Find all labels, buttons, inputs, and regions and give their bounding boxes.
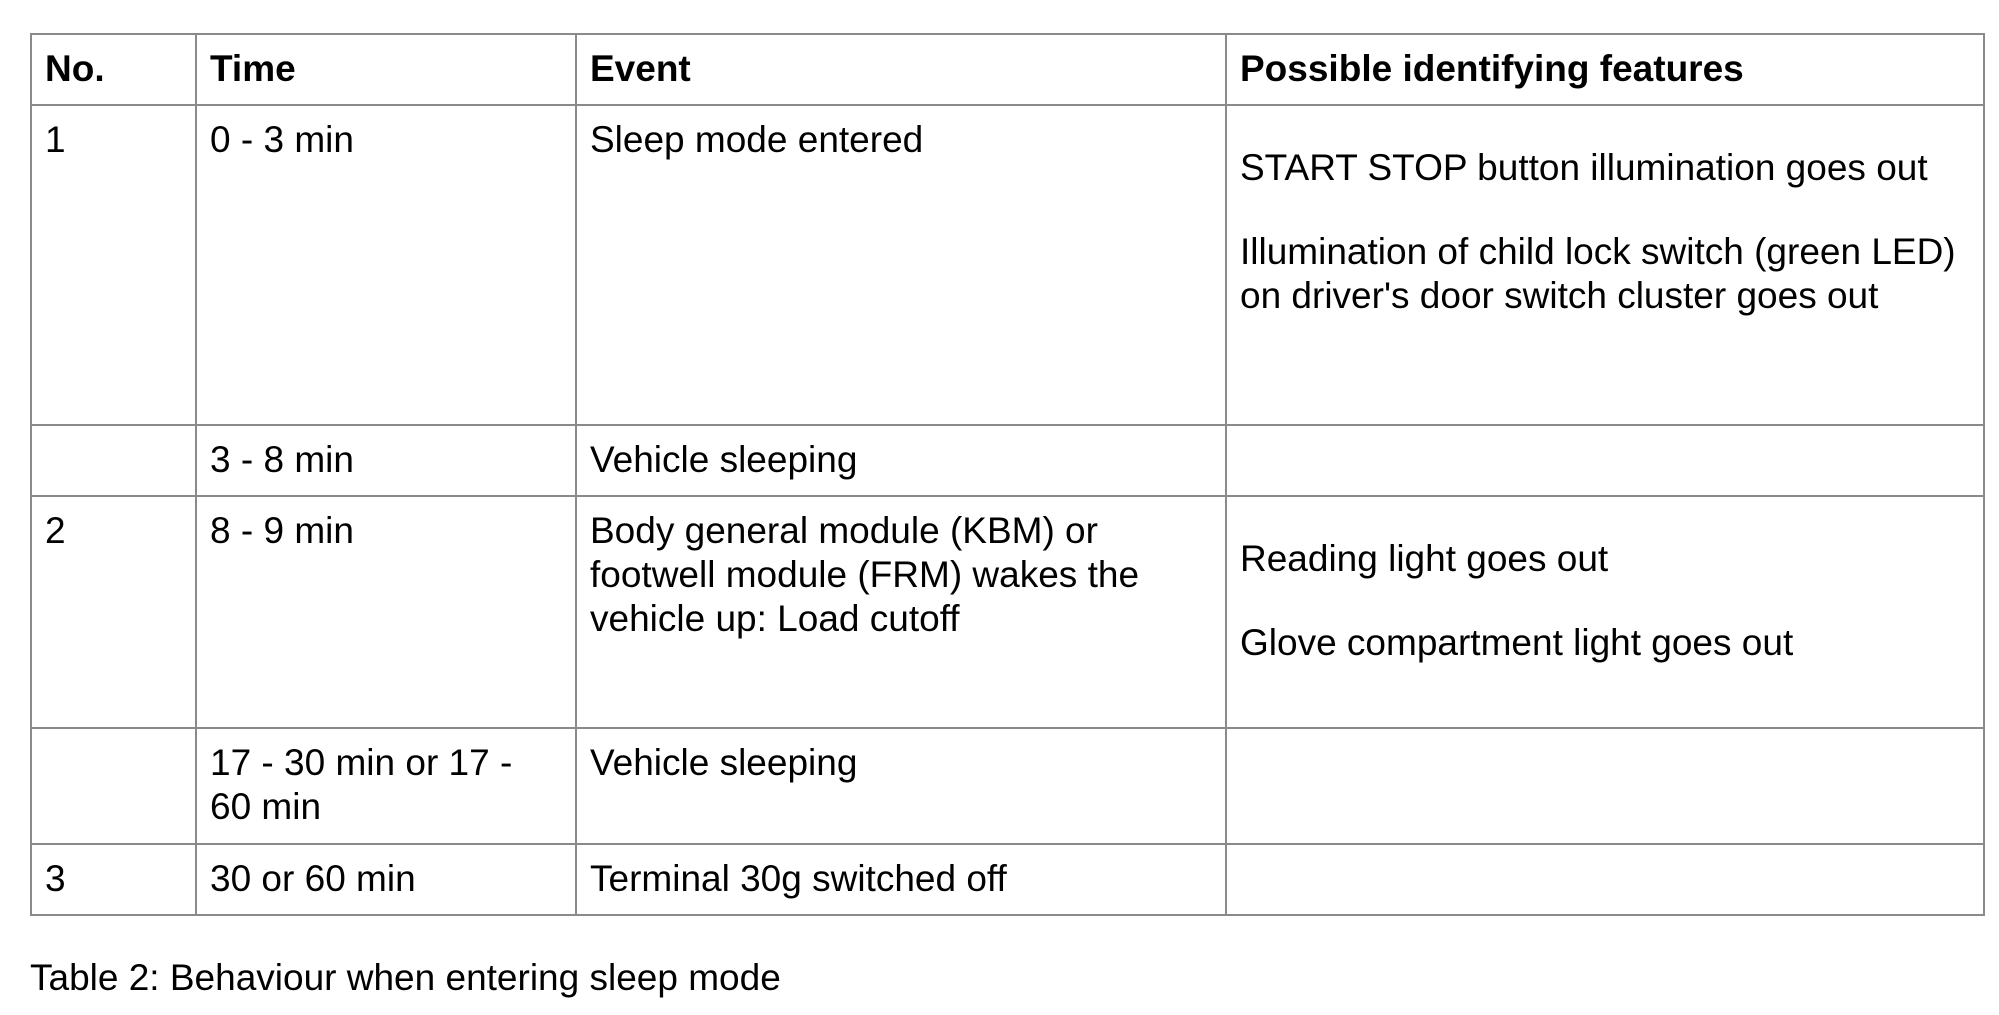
table-caption: Table 2: Behaviour when entering sleep mode [30, 957, 781, 998]
cell-event: Terminal 30g switched off [576, 844, 1226, 915]
cell-no: 2 [31, 496, 196, 728]
table-row [31, 105, 1984, 425]
table-row [31, 425, 1984, 496]
cell-time: 0 - 3 min [196, 105, 576, 425]
cell-time: 17 - 30 min or 17 - 60 min [196, 728, 576, 844]
table-header-row [31, 34, 1984, 105]
cell-event: Body general module (KBM) or footwell module (FRM) wakes the vehicle up: Load cutoff [576, 496, 1226, 728]
cell-event: Vehicle sleeping [576, 425, 1226, 496]
header-features: Possible identifying features [1226, 34, 1984, 105]
sleep-mode-table [30, 33, 1985, 916]
feature-text: Illumination of child lock switch (green LED) on driver's door switch cluster goes out [1240, 231, 1956, 316]
cell-no [31, 728, 196, 844]
feature-text: Glove compartment light goes out [1240, 622, 1794, 663]
header-no: No. [31, 34, 196, 105]
header-time: Time [196, 34, 576, 105]
cell-event: Sleep mode entered [576, 105, 1226, 425]
cell-features [1226, 496, 1984, 728]
cell-no: 1 [31, 105, 196, 425]
cell-time: 3 - 8 min [196, 425, 576, 496]
feature-text: START STOP button illumination goes out [1240, 147, 1928, 188]
header-event: Event [576, 34, 1226, 105]
cell-time: 30 or 60 min [196, 844, 576, 915]
cell-features [1226, 425, 1984, 496]
cell-event: Vehicle sleeping [576, 728, 1226, 844]
table-row [31, 844, 1984, 915]
cell-no: 3 [31, 844, 196, 915]
cell-time: 8 - 9 min [196, 496, 576, 728]
cell-no [31, 425, 196, 496]
table-row [31, 728, 1984, 844]
document [30, 33, 1985, 1000]
cell-features [1226, 105, 1984, 425]
cell-features [1226, 844, 1984, 915]
table-row [31, 496, 1984, 728]
cell-features [1226, 728, 1984, 844]
feature-text: Reading light goes out [1240, 538, 1609, 579]
